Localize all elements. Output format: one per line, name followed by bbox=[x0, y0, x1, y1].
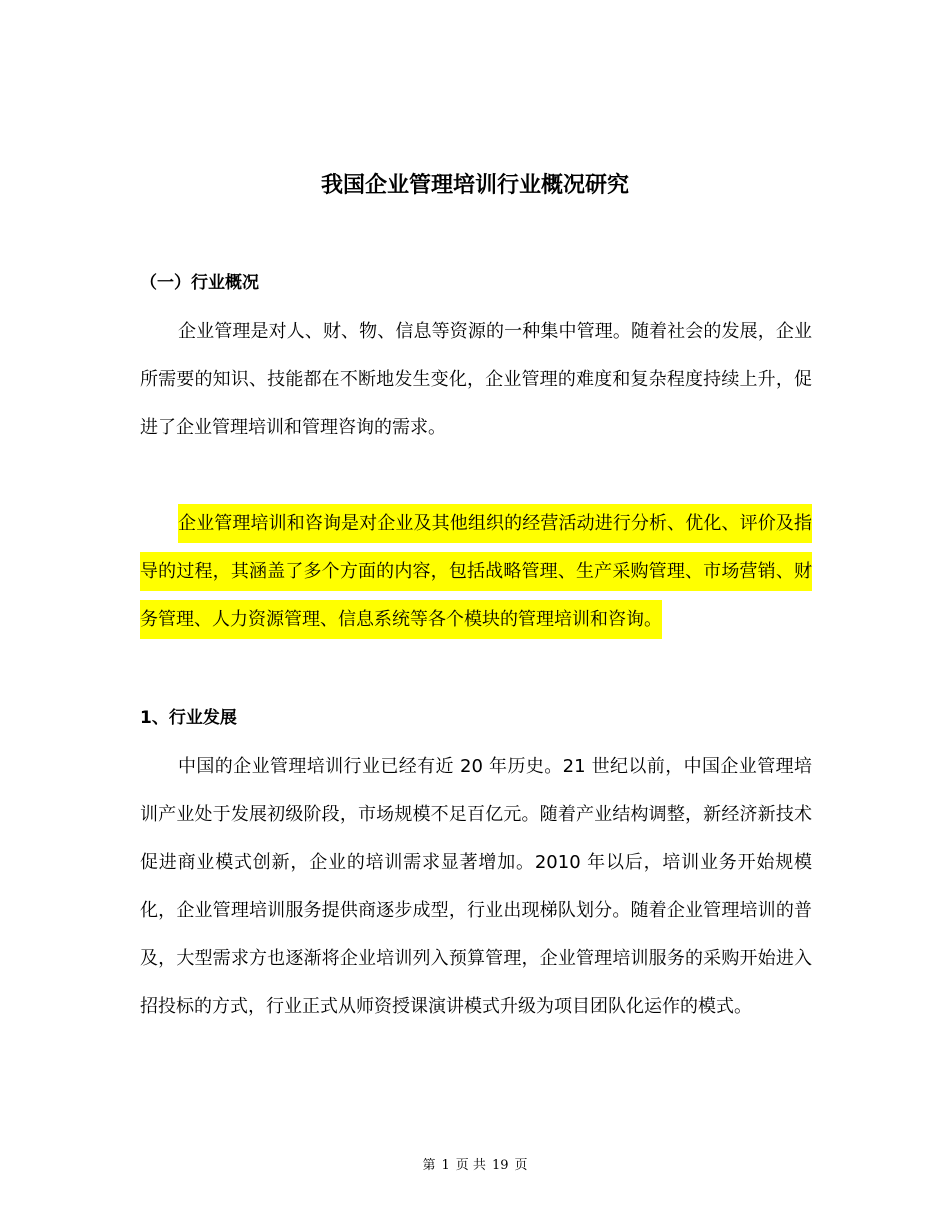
document-title: 我国企业管理培训行业概况研究 bbox=[320, 173, 629, 198]
footer-total-pages: 19 bbox=[491, 1158, 509, 1173]
section-heading-overview: （一）行业概况 bbox=[140, 273, 259, 293]
section-heading-development: 1、行业发展 bbox=[140, 708, 237, 728]
paragraph-industry-development: 中国的企业管理培训行业已经有近 20 年历史。21 世纪以前，中国企业管理培训产业处于发展初级阶段，市场规模不足百亿元。随着产业结构调整，新经济新技术促进商业模式创新，企业的培训需求显著增加。2010 年以后，培训业务开始规模化，企业管理培训服务提供商逐步成型，行业出现梯队划分。随着企业管理培训的普及，大型需求方也逐渐将企业培训列入预算管理，企业管理培训服务的采购开始进入招投标的方式，行业正式从师资授课演讲模式升级为项目团队化运作的模式。 bbox=[140, 756, 812, 1017]
footer-prefix: 第 bbox=[422, 1158, 436, 1173]
footer-current-page: 1 bbox=[441, 1158, 450, 1173]
footer-suffix: 页 bbox=[514, 1158, 528, 1173]
footer-middle: 页 共 bbox=[455, 1158, 486, 1173]
page-footer bbox=[0, 1156, 950, 1176]
highlighted-text: 企业管理培训和咨询是对企业及其他组织的经营活动进行分析、优化、评价及指导的过程，其涵盖了多个方面的内容，包括战略管理、生产采购管理、市场营销、财务管理、人力资源管理、信息系统等各个模块的管理培训和咨询。 bbox=[140, 504, 812, 639]
paragraph-consulting-definition bbox=[140, 500, 812, 644]
paragraph-management-definition: 企业管理是对人、财、物、信息等资源的一种集中管理。随着社会的发展，企业所需要的知识、技能都在不断地发生变化，企业管理的难度和复杂程度持续上升，促进了企业管理培训和管理咨询的需求。 bbox=[140, 321, 812, 438]
